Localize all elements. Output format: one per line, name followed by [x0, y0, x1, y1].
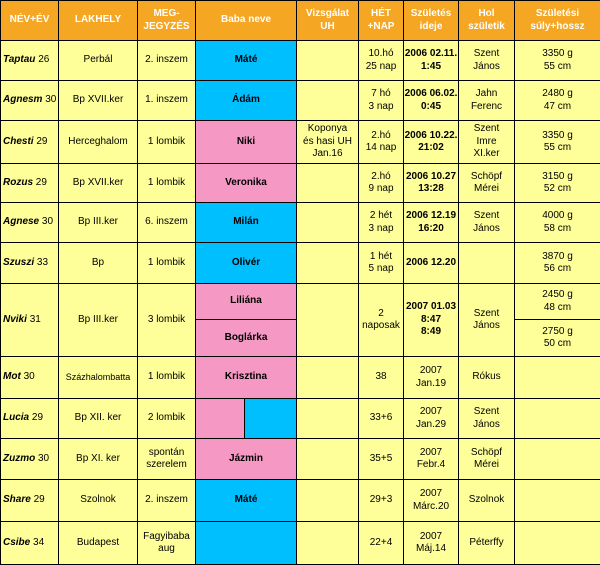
- birth-time-cell: 2006 12.19 16:20: [404, 203, 459, 243]
- megjegyzes-cell: spontán szerelem: [138, 439, 196, 480]
- het-nap-cell: 29+3: [359, 480, 404, 522]
- weight-length-cell: [515, 357, 600, 399]
- weight-length-cell: [515, 439, 600, 480]
- megjegyzes-cell: 1. inszem: [138, 81, 196, 121]
- name-age-cell: Agnese 30: [1, 203, 59, 243]
- name-age-cell: Rozus 29: [1, 164, 59, 203]
- header-megjegyzes: MEG- JEGYZÉS: [138, 1, 196, 41]
- baby-name-cell: [196, 399, 297, 439]
- birth-time-cell: 2007 Febr.4: [404, 439, 459, 480]
- lakhely-cell: Bp XVII.ker: [59, 164, 138, 203]
- megjegyzes-cell: 1 lombik: [138, 357, 196, 399]
- lakhely-cell: Bp XI. ker: [59, 439, 138, 480]
- name-age-cell: Csibe 34: [1, 522, 59, 565]
- name-age-cell: Nviki 31: [1, 284, 59, 357]
- lakhely-cell: Bp III.ker: [59, 203, 138, 243]
- megjegyzes-cell: Fagyibaba aug: [138, 522, 196, 565]
- birth-place-cell: Rókus: [459, 357, 515, 399]
- weight-length-cell: [515, 399, 600, 439]
- table-row: [1, 284, 600, 320]
- baby-name-cell: Máté: [196, 41, 297, 81]
- uh-cell: [297, 522, 359, 565]
- uh-cell: Koponya és hasi UH Jan.16: [297, 121, 359, 164]
- uh-cell: [297, 284, 359, 357]
- baby-name-cell: Jázmin: [196, 439, 297, 480]
- baby-name-cell: Máté: [196, 480, 297, 522]
- birth-place-cell: Szent János: [459, 41, 515, 81]
- table-row: [1, 81, 600, 121]
- name-age-cell: Lucia 29: [1, 399, 59, 439]
- weight-length-cell: 3150 g 52 cm: [515, 164, 600, 203]
- lakhely-cell: Szolnok: [59, 480, 138, 522]
- header-szuletesi-suly: Születési súly+hossz: [515, 1, 600, 41]
- het-nap-cell: 1 hét 5 nap: [359, 243, 404, 284]
- header-lakhely: LAKHELY: [59, 1, 138, 41]
- birth-place-cell: Péterffy: [459, 522, 515, 565]
- birth-place-cell: Szent János: [459, 399, 515, 439]
- name-age-cell: Mot 30: [1, 357, 59, 399]
- megjegyzes-cell: 6. inszem: [138, 203, 196, 243]
- birth-time-cell: 2006 10.27 13:28: [404, 164, 459, 203]
- weight-length-cell: [515, 522, 600, 565]
- birth-time-cell: 2007 Jan.19: [404, 357, 459, 399]
- lakhely-cell: Százhalombatta: [59, 357, 138, 399]
- lakhely-cell: Herceghalom: [59, 121, 138, 164]
- het-nap-cell: 33+6: [359, 399, 404, 439]
- weight-length-cell: 3350 g 55 cm: [515, 41, 600, 81]
- birth-place-cell: Schöpf Mérei: [459, 439, 515, 480]
- het-nap-cell: 38: [359, 357, 404, 399]
- het-nap-cell: 35+5: [359, 439, 404, 480]
- weight-length-cell: 3350 g 55 cm: [515, 121, 600, 164]
- megjegyzes-cell: 2 lombik: [138, 399, 196, 439]
- weight-length-cell: [515, 480, 600, 522]
- header-hol-szuletik: Hol születik: [459, 1, 515, 41]
- lakhely-cell: Bp XVII.ker: [59, 81, 138, 121]
- het-nap-cell: 7 hó 3 nap: [359, 81, 404, 121]
- header-row: [1, 1, 600, 41]
- weight-length-cell: 4000 g 58 cm: [515, 203, 600, 243]
- megjegyzes-cell: 3 lombik: [138, 284, 196, 357]
- het-nap-cell: 22+4: [359, 522, 404, 565]
- birth-time-cell: 2007 Máj.14: [404, 522, 459, 565]
- birth-time-cell: 2006 02.11. 1:45: [404, 41, 459, 81]
- table-row: [1, 243, 600, 284]
- table-row: [1, 203, 600, 243]
- lakhely-cell: Bp: [59, 243, 138, 284]
- name-age-cell: Zuzmo 30: [1, 439, 59, 480]
- lakhely-cell: Bp III.ker: [59, 284, 138, 357]
- birth-place-cell: Szent János: [459, 203, 515, 243]
- het-nap-cell: 10.hó 25 nap: [359, 41, 404, 81]
- het-nap-cell: 2.hó 14 nap: [359, 121, 404, 164]
- table-row: [1, 522, 600, 565]
- baby-name-cell-twin: Boglárka: [196, 320, 297, 357]
- baby-name-cell: Olivér: [196, 243, 297, 284]
- uh-cell: [297, 480, 359, 522]
- name-age-cell: Taptau 26: [1, 41, 59, 81]
- lakhely-cell: Bp XII. ker: [59, 399, 138, 439]
- uh-cell: [297, 399, 359, 439]
- birth-place-cell: Szolnok: [459, 480, 515, 522]
- header-vizsgalat: Vizsgálat UH: [297, 1, 359, 41]
- het-nap-cell: 2 naposak: [359, 284, 404, 357]
- baby-name-cell: Ádám: [196, 81, 297, 121]
- megjegyzes-cell: 2. inszem: [138, 41, 196, 81]
- megjegyzes-cell: 2. inszem: [138, 480, 196, 522]
- baby-name-cell: Milán: [196, 203, 297, 243]
- uh-cell: [297, 357, 359, 399]
- girl-color-block: [196, 399, 245, 438]
- birth-place-cell: Jahn Ferenc: [459, 81, 515, 121]
- megjegyzes-cell: 1 lombik: [138, 121, 196, 164]
- uh-cell: [297, 203, 359, 243]
- baby-name-cell: Niki: [196, 121, 297, 164]
- name-age-cell: Chesti 29: [1, 121, 59, 164]
- header-baba-neve: Baba neve: [196, 1, 297, 41]
- birth-place-cell: Schöpf Mérei: [459, 164, 515, 203]
- uh-cell: [297, 243, 359, 284]
- megjegyzes-cell: 1 lombik: [138, 243, 196, 284]
- weight-length-cell: 2450 g 48 cm: [515, 284, 600, 320]
- table-row: [1, 357, 600, 399]
- weight-length-cell: 3870 g 56 cm: [515, 243, 600, 284]
- het-nap-cell: 2.hó 9 nap: [359, 164, 404, 203]
- lakhely-cell: Budapest: [59, 522, 138, 565]
- birth-time-cell: 2006 10.22. 21:02: [404, 121, 459, 164]
- birth-time-cell: 2006 12.20: [404, 243, 459, 284]
- table-row: [1, 121, 600, 164]
- het-nap-cell: 2 hét 3 nap: [359, 203, 404, 243]
- birth-place-cell: [459, 243, 515, 284]
- header-szuletes-ideje: Születés ideje: [404, 1, 459, 41]
- birth-place-cell: Szent Imre XI.ker: [459, 121, 515, 164]
- header-het-nap: HÉT +NAP: [359, 1, 404, 41]
- table-row: [1, 164, 600, 203]
- baby-name-cell: Liliána: [196, 284, 297, 320]
- baby-name-cell: Veronika: [196, 164, 297, 203]
- name-age-cell: Share 29: [1, 480, 59, 522]
- uh-cell: [297, 41, 359, 81]
- weight-length-cell-twin: 2750 g 50 cm: [515, 320, 600, 357]
- table-row: [1, 399, 600, 439]
- table-row: [1, 480, 600, 522]
- birth-time-cell: 2007 Márc.20: [404, 480, 459, 522]
- birth-place-cell: Szent János: [459, 284, 515, 357]
- header-nev-ev: NÉV+ÉV: [1, 1, 59, 41]
- uh-cell: [297, 164, 359, 203]
- birth-time-cell: 2007 01.03 8:47 8:49: [404, 284, 459, 357]
- boy-color-block: [245, 399, 296, 438]
- name-age-cell: Szuszi 33: [1, 243, 59, 284]
- uh-cell: [297, 81, 359, 121]
- name-age-cell: Agnesm 30: [1, 81, 59, 121]
- birth-time-cell: 2007 Jan.29: [404, 399, 459, 439]
- lakhely-cell: Perbál: [59, 41, 138, 81]
- weight-length-cell: 2480 g 47 cm: [515, 81, 600, 121]
- megjegyzes-cell: 1 lombik: [138, 164, 196, 203]
- baby-name-cell: Krisztina: [196, 357, 297, 399]
- table-row: [1, 439, 600, 480]
- birth-time-cell: 2006 06.02. 0:45: [404, 81, 459, 121]
- uh-cell: [297, 439, 359, 480]
- baby-name-cell: [196, 522, 297, 565]
- table-row: [1, 41, 600, 81]
